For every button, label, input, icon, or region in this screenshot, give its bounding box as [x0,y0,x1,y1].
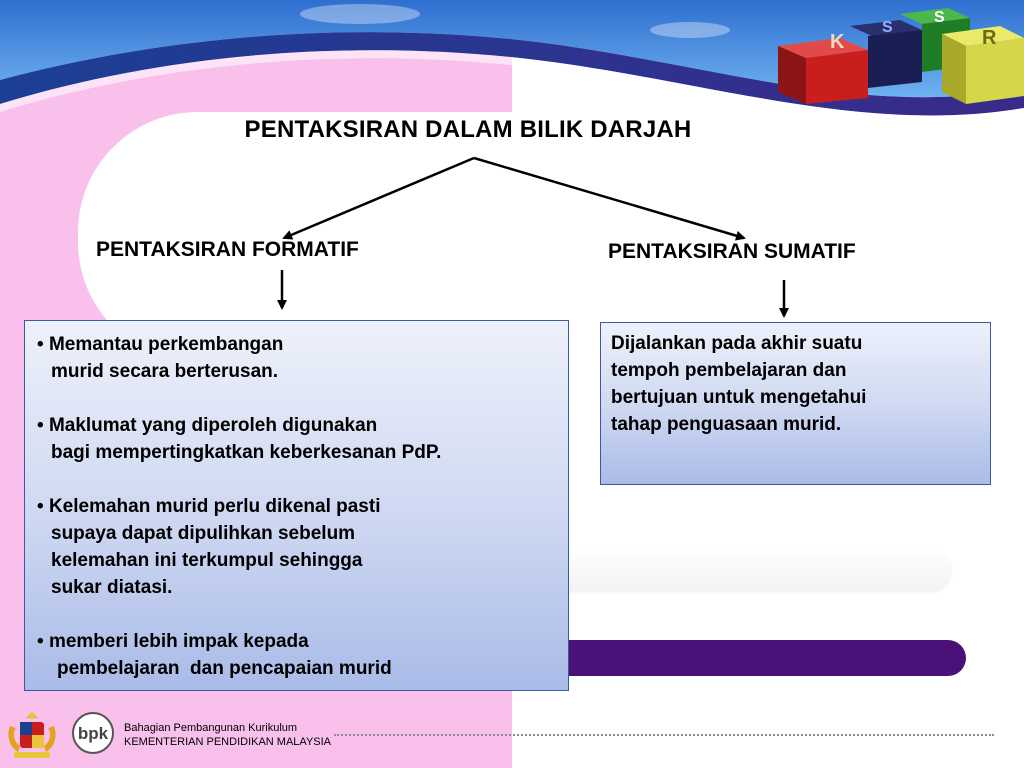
decorative-purple-bar [560,640,966,676]
sumatif-line: Dijalankan pada akhir suatu [611,333,863,354]
bullet-text: supaya dapat dipulihkan sebelum [51,523,356,544]
malaysia-crest-icon [4,708,60,762]
formatif-bullet: • Kelemahan murid perlu dikenal pasti supaya dapat dipulihkan sebelum kelemahan ini terkumpul sehingga sukar diatasi. [37,493,560,601]
bullet-text: bagi mempertingkatkan keberkesanan PdP. [51,442,442,463]
kssr-cubes [770,4,1024,114]
formatif-box [24,320,569,691]
bullet-text: Memantau perkembangan [48,334,284,355]
footer-org-line1: Bahagian Pembangunan Kurikulum [124,722,298,734]
cube-letter: K [830,31,845,53]
sumatif-description [611,330,982,438]
bullet-text: kelemahan ini terkumpul sehingga [51,550,363,571]
formatif-bullet: • Memantau perkembangan murid secara berterusan. [37,331,560,385]
bullet-text: murid secara berterusan. [51,361,279,382]
bullet-text: memberi lebih impak kepada [48,631,309,652]
sumatif-heading: PENTAKSIRAN SUMATIF [608,240,856,263]
formatif-heading: PENTAKSIRAN FORMATIF [96,238,359,261]
cube-letter: S [882,19,893,36]
decorative-light-bar [560,548,952,592]
cube-letter: S [934,9,945,26]
footer-dotted-divider [334,734,994,736]
bullet-text: sukar diatasi. [51,577,173,598]
bpk-logo [66,710,120,756]
page-title: PENTAKSIRAN DALAM BILIK DARJAH [244,116,692,143]
sumatif-box [600,322,991,485]
bpk-logo-text: bpk [77,724,109,743]
bullet-text: Kelemahan murid perlu dikenal pasti [48,496,381,517]
sumatif-line: tahap penguasaan murid. [611,414,842,435]
footer-org-line2: KEMENTERIAN PENDIDIKAN MALAYSIA [124,736,332,748]
formatif-bullet: • memberi lebih impak kepada pembelajaran dan pencapaian murid [37,628,560,682]
footer-org-text [124,721,331,749]
sumatif-line: bertujuan untuk mengetahui [611,387,867,408]
cube-red [778,31,868,104]
bullet-text: Maklumat yang diperoleh digunakan [48,415,378,436]
cube-yellow [942,26,1024,104]
formatif-bullet: • Maklumat yang diperoleh digunakan bagi mempertingkatkan keberkesanan PdP. [37,412,560,466]
cube-letter: R [982,27,997,49]
bullet-text: pembelajaran dan pencapaian murid [57,658,392,679]
sumatif-line: tempoh pembelajaran dan [611,360,847,381]
